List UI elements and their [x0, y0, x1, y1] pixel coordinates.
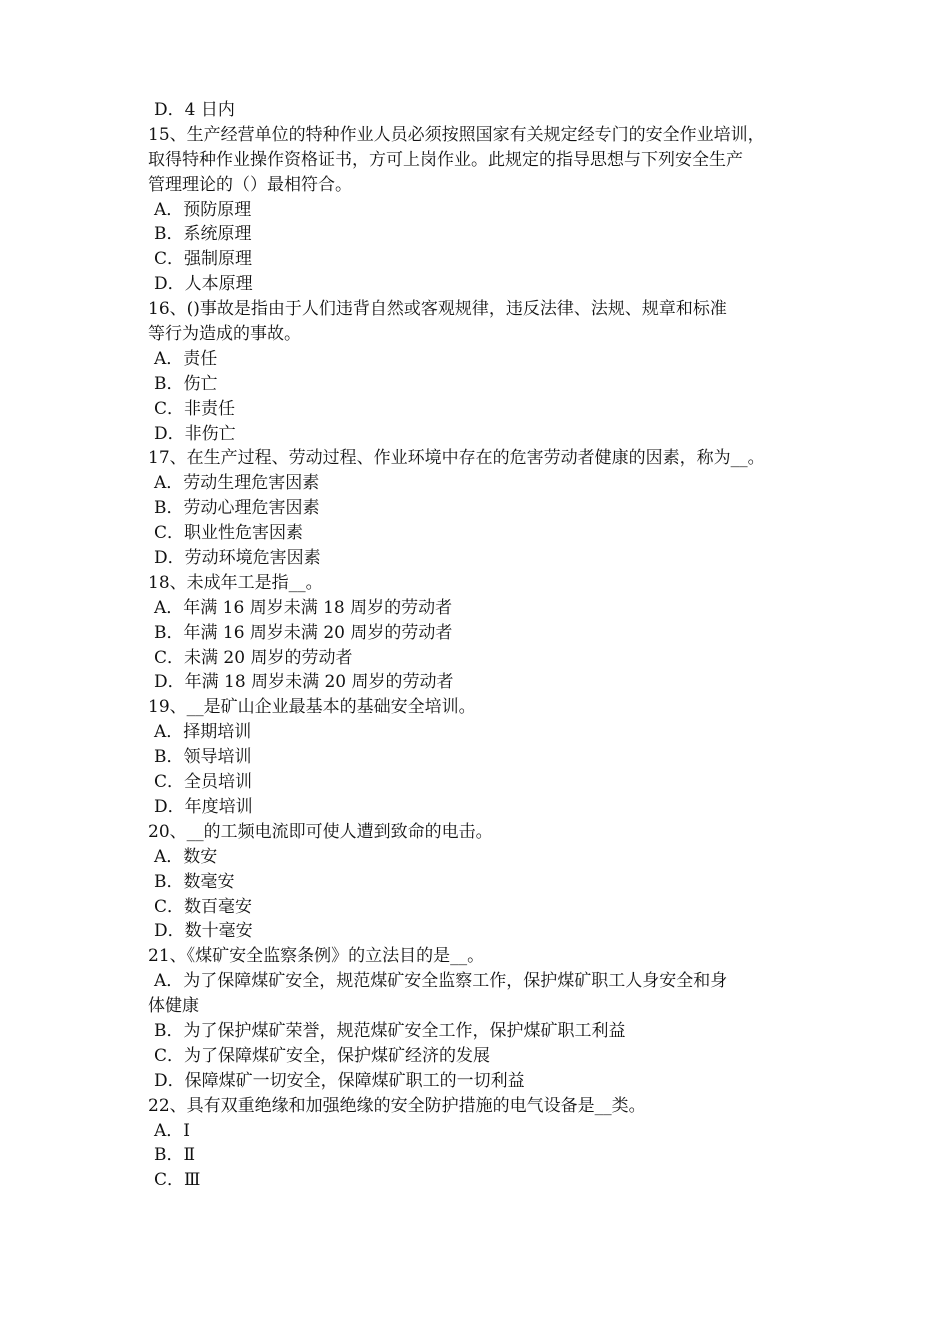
answer-option-line: A．预防原理 — [154, 199, 252, 220]
question-text-line: 19、__是矿山企业最基本的基础安全培训。 — [148, 697, 476, 718]
question-text-line: 15、生产经营单位的特种作业人员必须按照国家有关规定经专门的安全作业培训， — [148, 124, 765, 145]
answer-option-line: B．为了保护煤矿荣誉，规范煤矿安全工作，保护煤矿职工利益 — [154, 1020, 626, 1041]
answer-option-line: A．择期培训 — [154, 722, 252, 743]
answer-option-line: A．责任 — [154, 348, 218, 369]
answer-option-line: C．强制原理 — [154, 249, 253, 270]
answer-option-line: B．领导培训 — [154, 747, 252, 768]
question-text-line: 18、未成年工是指__。 — [148, 572, 323, 593]
question-text-line: 等行为造成的事故。 — [148, 324, 301, 345]
question-text-line: 体健康 — [148, 996, 199, 1017]
answer-option-line: C．未满 20 周岁的劳动者 — [154, 647, 353, 668]
answer-option-line: D．数十毫安 — [154, 921, 253, 942]
answer-option-line: D．劳动环境危害因素 — [154, 548, 321, 569]
question-text-line: 16、()事故是指由于人们违背自然或客观规律，违反法律、法规、规章和标准 — [148, 299, 727, 320]
answer-option-line: B．年满 16 周岁未满 20 周岁的劳动者 — [154, 622, 453, 643]
answer-option-line: B．Ⅱ — [154, 1145, 196, 1166]
question-text-line: 22、具有双重绝缘和加强绝缘的安全防护措施的电气设备是__类。 — [148, 1095, 646, 1116]
answer-option-line: A．劳动生理危害因素 — [154, 473, 320, 494]
answer-option-line: B．劳动心理危害因素 — [154, 498, 320, 519]
answer-option-line: C．全员培训 — [154, 772, 253, 793]
document-page — [148, 98, 808, 1193]
answer-option-line: D．年满 18 周岁未满 20 周岁的劳动者 — [154, 672, 454, 693]
answer-option-line: D．人本原理 — [154, 274, 253, 295]
answer-option-line: A．数安 — [154, 846, 218, 867]
answer-option-line: A．年满 16 周岁未满 18 周岁的劳动者 — [154, 597, 453, 618]
answer-option-line: D．年度培训 — [154, 796, 253, 817]
answer-option-line: D．保障煤矿一切安全，保障煤矿职工的一切利益 — [154, 1070, 525, 1091]
answer-option-line: B．伤亡 — [154, 373, 218, 394]
question-text-line: 17、在生产过程、劳动过程、作业环境中存在的危害劳动者健康的因素，称为__。 — [148, 448, 765, 469]
answer-option-line: C．职业性危害因素 — [154, 523, 304, 544]
answer-option-line: D．4 日内 — [154, 100, 235, 120]
answer-option-line: B．系统原理 — [154, 224, 252, 245]
answer-option-line: A．为了保障煤矿安全，规范煤矿安全监察工作，保护煤矿职工人身安全和身 — [154, 971, 728, 992]
question-text-line: 取得特种作业操作资格证书，方可上岗作业。此规定的指导思想与下列安全生产 — [148, 149, 743, 170]
answer-option-line: D．非伤亡 — [154, 423, 236, 444]
answer-option-line: C．非责任 — [154, 398, 236, 419]
question-text-line: 管理理论的（）最相符合。 — [148, 174, 352, 195]
answer-option-line: B．数毫安 — [154, 871, 235, 892]
question-text-line: 20、__的工频电流即可使人遭到致命的电击。 — [148, 821, 493, 842]
answer-option-line: A．Ⅰ — [154, 1120, 190, 1141]
answer-option-line: C．为了保障煤矿安全，保护煤矿经济的发展 — [154, 1045, 491, 1066]
answer-option-line: C．数百毫安 — [154, 896, 253, 917]
question-text-line: 21、《煤矿安全监察条例》的立法目的是__。 — [148, 946, 485, 967]
answer-option-line: C．Ⅲ — [154, 1170, 201, 1191]
